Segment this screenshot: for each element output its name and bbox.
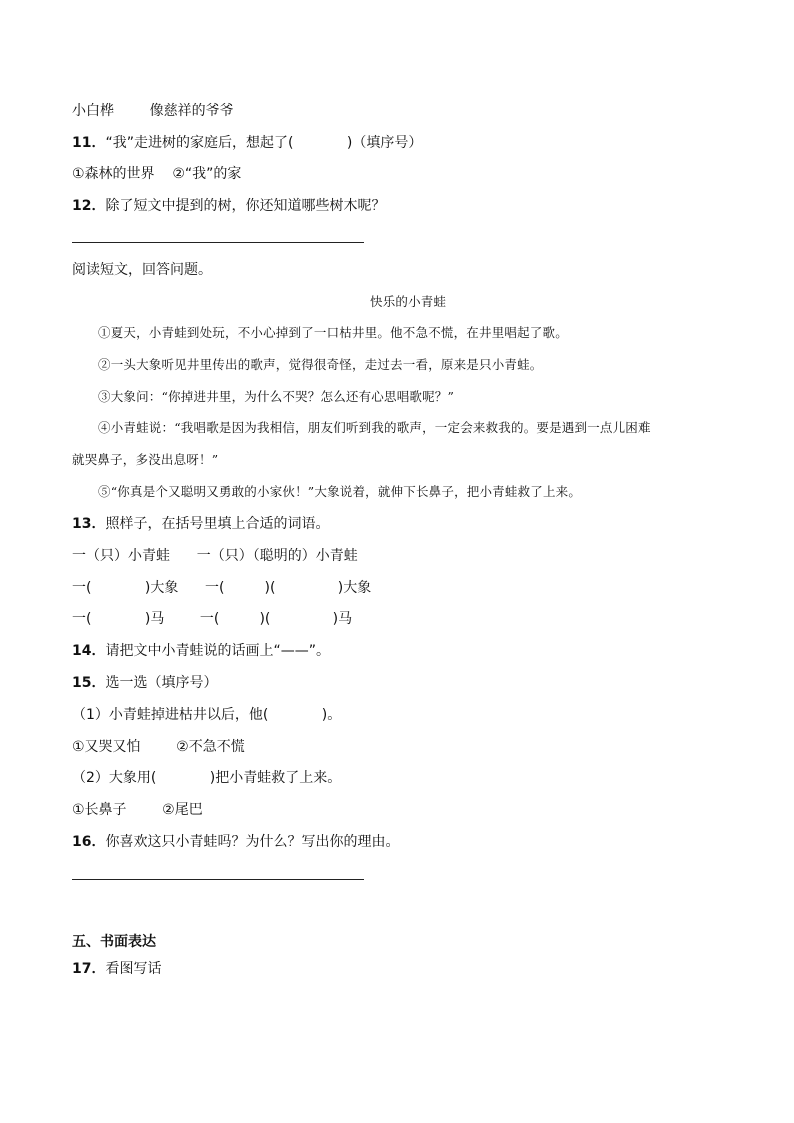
question-number: 17．	[72, 961, 106, 977]
question-13-example: 一（只）小青蛙 一（只）（聪明的）小青蛙	[72, 548, 358, 564]
question-number: 15．	[72, 675, 106, 691]
answer-line-birch: 小白桦 像慈祥的爷爷	[72, 103, 234, 119]
question-15-part-2-options: ①长鼻子 ②尾巴	[72, 802, 203, 818]
passage-paragraph-3: ③大象问：“你掉进井里，为什么不哭？怎么还有心思唱歌呢？”	[98, 389, 455, 404]
question-13-row-horse: 一( )马 一( )( )马	[72, 611, 353, 627]
answer-underline	[72, 242, 364, 243]
question-text: 看图写话	[105, 961, 162, 977]
question-15-part-2: （2）大象用( )把小青蛙救了上来。	[72, 770, 342, 786]
question-text: “我”走进树的家庭后，想起了( )（填序号）	[105, 135, 423, 151]
question-text: 照样子，在括号里填上合适的词语。	[105, 516, 330, 532]
passage-paragraph-2: ②一头大象听见井里传出的歌声，觉得很奇怪，走过去一看，原来是只小青蛙。	[98, 357, 543, 372]
question-number: 11．	[72, 135, 106, 151]
question-15-part-1-options: ①又哭又怕 ②不急不慌	[72, 739, 245, 755]
question-number: 16．	[72, 834, 106, 850]
passage-paragraph-4a: ④小青蛙说：“我唱歌是因为我相信，朋友们听到我的歌声，一定会来救我的。要是遇到一点儿困难	[98, 420, 651, 435]
passage-paragraph-1: ①夏天，小青蛙到处玩，不小心掉到了一口枯井里。他不急不慌，在井里唱起了歌。	[98, 325, 568, 340]
question-number: 12．	[72, 198, 106, 214]
question-13-row-elephant: 一( )大象 一( )( )大象	[72, 580, 372, 596]
reading-instruction: 阅读短文，回答问题。	[72, 262, 212, 278]
question-text: 请把文中小青蛙说的话画上“——”。	[105, 643, 330, 659]
question-11-options: ①森林的世界 ②“我”的家	[72, 166, 242, 182]
question-15	[72, 673, 217, 693]
question-12	[72, 196, 385, 216]
question-text: 除了短文中提到的树，你还知道哪些树木呢？	[105, 198, 386, 214]
question-text: 你喜欢这只小青蛙吗？为什么？写出你的理由。	[105, 834, 400, 850]
question-number: 13．	[72, 516, 106, 532]
question-13	[72, 514, 329, 534]
section-heading-writing: 五、书面表达	[72, 934, 156, 950]
question-16	[72, 832, 399, 852]
question-15-part-1: （1）小青蛙掉进枯井以后，他( )。	[72, 707, 342, 723]
question-11	[72, 133, 422, 153]
passage-paragraph-4b: 就哭鼻子，多没出息呀！”	[72, 452, 219, 467]
question-17	[72, 959, 161, 979]
question-text: 选一选（填序号）	[105, 675, 218, 691]
question-14	[72, 641, 330, 661]
passage-paragraph-5: ⑤“你真是个又聪明又勇敢的小家伙！”大象说着，就伸下长鼻子，把小青蛙救了上来。	[98, 484, 582, 499]
question-number: 14．	[72, 643, 106, 659]
answer-underline	[72, 879, 364, 880]
passage-title: 快乐的小青蛙	[370, 294, 447, 309]
